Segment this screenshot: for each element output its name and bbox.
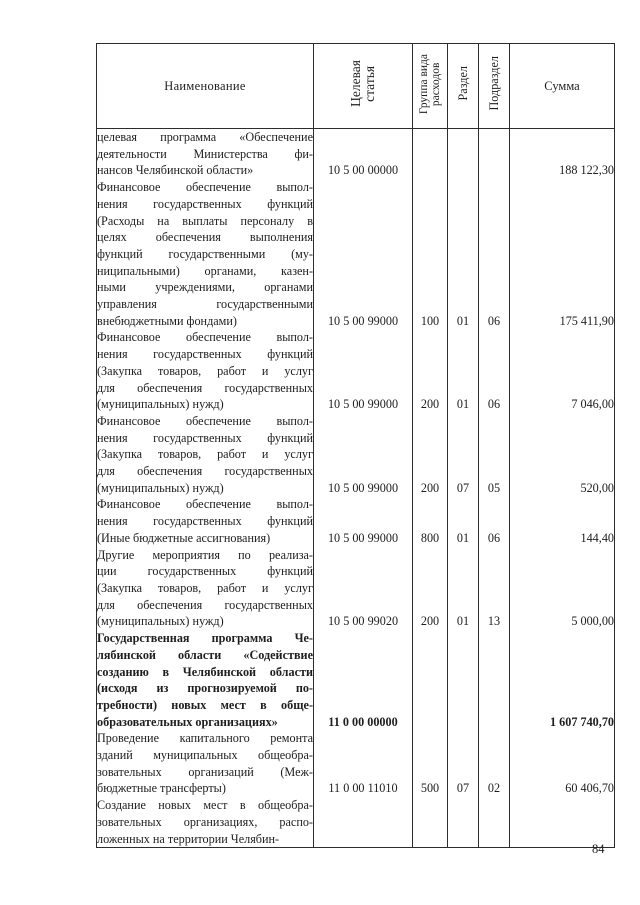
row-section: 01 xyxy=(448,179,479,329)
row-name-line: нения государственных функций xyxy=(97,430,313,445)
row-name-line: (исходя из прогнозируемой по- xyxy=(97,681,313,696)
row-name-line: (муниципальных) нужд) xyxy=(97,614,224,629)
row-name xyxy=(97,730,314,797)
table-row xyxy=(97,179,615,329)
row-target-article: 11 0 00 11010 xyxy=(314,730,413,797)
row-subsection: 06 xyxy=(479,329,510,413)
row-name-line: зовательных организациях, распо- xyxy=(97,814,313,829)
row-name xyxy=(97,496,314,546)
row-sum xyxy=(510,797,615,848)
header-expense-group xyxy=(413,44,448,129)
row-section: 07 xyxy=(448,730,479,797)
row-sum: 7 046,00 xyxy=(510,329,615,413)
row-name-line: требности) новых мест в обще- xyxy=(97,697,313,712)
row-name-line: бюджетные трансферты) xyxy=(97,781,226,796)
header-subsection-label: Подраздел xyxy=(486,56,501,111)
row-expense-group: 500 xyxy=(413,730,448,797)
row-target-article: 10 5 00 99000 xyxy=(314,496,413,546)
header-section xyxy=(448,44,479,129)
table-header-row xyxy=(97,44,615,129)
row-target-article xyxy=(314,797,413,848)
table-row xyxy=(97,730,615,797)
row-name-line: (Закупка товаров, работ и услуг xyxy=(97,447,313,462)
row-name-line: для обеспечения государственных xyxy=(97,380,313,395)
row-name-line: созданию в Челябинской области xyxy=(97,664,313,679)
row-name-line: Финансовое обеспечение выпол- xyxy=(97,497,313,512)
row-section xyxy=(448,797,479,848)
table-row xyxy=(97,547,615,631)
row-section: 01 xyxy=(448,496,479,546)
header-subsection xyxy=(479,44,510,129)
row-target-article: 10 5 00 00000 xyxy=(314,129,413,180)
header-sum-label: Сумма xyxy=(544,78,580,93)
row-name-line: нения государственных функций xyxy=(97,514,313,529)
row-name-line: ции государственных функций xyxy=(97,564,313,579)
row-expense-group: 100 xyxy=(413,179,448,329)
row-subsection: 06 xyxy=(479,496,510,546)
row-target-article: 10 5 00 99000 xyxy=(314,413,413,497)
row-subsection xyxy=(479,797,510,848)
row-subsection: 13 xyxy=(479,547,510,631)
row-name-line: Финансовое обеспечение выпол- xyxy=(97,330,313,345)
row-name-line: (муниципальных) нужд) xyxy=(97,480,224,495)
header-name xyxy=(97,44,314,129)
row-sum: 60 406,70 xyxy=(510,730,615,797)
row-name-line: управления государственными xyxy=(97,297,313,312)
row-expense-group: 200 xyxy=(413,547,448,631)
header-target-article xyxy=(314,44,413,129)
row-expense-group xyxy=(413,129,448,180)
row-name-line: Проведение капитального ремонта xyxy=(97,731,313,746)
row-name-line: (Закупка товаров, работ и услуг xyxy=(97,580,313,595)
row-sum: 1 607 740,70 xyxy=(510,630,615,730)
row-name-line: нансов Челябинской области» xyxy=(97,163,254,178)
row-name-line: внебюджетными фондами) xyxy=(97,313,237,328)
row-target-article: 11 0 00 00000 xyxy=(314,630,413,730)
row-name-line: зданий муниципальных общеобра- xyxy=(97,748,313,763)
row-name-line: Финансовое обеспечение выпол- xyxy=(97,413,313,428)
table-row xyxy=(97,797,615,848)
row-name-line: лябинской области «Содействие xyxy=(97,647,313,662)
table-body xyxy=(97,129,615,848)
row-name-line: ниципальными) органами, казен- xyxy=(97,263,313,278)
table-row xyxy=(97,413,615,497)
row-name xyxy=(97,630,314,730)
table-row xyxy=(97,496,615,546)
row-name-line: ными учреждениями, органами xyxy=(97,280,313,295)
row-target-article: 10 5 00 99020 xyxy=(314,547,413,631)
row-name-line: для обеспечения государственных xyxy=(97,464,313,479)
row-subsection: 02 xyxy=(479,730,510,797)
row-subsection: 06 xyxy=(479,179,510,329)
row-sum: 520,00 xyxy=(510,413,615,497)
header-section-label: Раздел xyxy=(455,66,470,101)
row-subsection: 05 xyxy=(479,413,510,497)
row-name-line: Создание новых мест в общеобра- xyxy=(97,798,313,813)
row-name-line: Финансовое обеспечение выпол- xyxy=(97,180,313,195)
row-name-line: зовательных организаций (Меж- xyxy=(97,764,313,779)
row-subsection xyxy=(479,129,510,180)
row-name xyxy=(97,413,314,497)
header-sum xyxy=(510,44,615,129)
row-section xyxy=(448,129,479,180)
row-name-line: Другие мероприятия по реализа- xyxy=(97,547,313,562)
row-name-line: (муниципальных) нужд) xyxy=(97,397,224,412)
row-name xyxy=(97,129,314,180)
row-section: 01 xyxy=(448,547,479,631)
header-name-label: Наименование xyxy=(164,78,246,93)
row-name-line: целевая программа «Обеспечение xyxy=(97,130,313,144)
row-name-line: образовательных организациях» xyxy=(97,714,278,729)
table-row xyxy=(97,630,615,730)
row-name-line: нения государственных функций xyxy=(97,347,313,362)
row-name-line: функций государственными (му- xyxy=(97,246,313,261)
header-target-article-label: Целевая статья xyxy=(348,60,377,108)
row-subsection xyxy=(479,630,510,730)
header-expense-group-label: Группа вида расходов xyxy=(418,53,442,114)
row-sum: 5 000,00 xyxy=(510,547,615,631)
row-name xyxy=(97,547,314,631)
row-sum: 144,40 xyxy=(510,496,615,546)
row-name-line: (Закупка товаров, работ и услуг xyxy=(97,363,313,378)
row-section xyxy=(448,630,479,730)
row-sum: 188 122,30 xyxy=(510,129,615,180)
row-target-article: 10 5 00 99000 xyxy=(314,329,413,413)
budget-table xyxy=(96,43,615,848)
row-name-line: (Расходы на выплаты персоналу в xyxy=(97,213,313,228)
row-name-line: целях обеспечения выполнения xyxy=(97,230,313,245)
page-number: 84 xyxy=(592,842,605,856)
row-expense-group: 200 xyxy=(413,329,448,413)
row-section: 07 xyxy=(448,413,479,497)
row-name-line: нения государственных функций xyxy=(97,196,313,211)
table-row xyxy=(97,329,615,413)
row-target-article: 10 5 00 99000 xyxy=(314,179,413,329)
row-name-line: деятельности Министерства фи- xyxy=(97,146,313,161)
row-name xyxy=(97,797,314,848)
row-section: 01 xyxy=(448,329,479,413)
row-name xyxy=(97,329,314,413)
row-expense-group xyxy=(413,797,448,848)
row-name-line: Государственная программа Че- xyxy=(97,631,313,646)
row-expense-group xyxy=(413,630,448,730)
table-row xyxy=(97,129,615,180)
row-name-line: ложенных на территории Челябин- xyxy=(97,831,280,846)
row-sum: 175 411,90 xyxy=(510,179,615,329)
row-expense-group: 200 xyxy=(413,413,448,497)
row-expense-group: 800 xyxy=(413,496,448,546)
row-name-line: (Иные бюджетные ассигнования) xyxy=(97,530,271,545)
row-name xyxy=(97,179,314,329)
row-name-line: для обеспечения государственных xyxy=(97,597,313,612)
